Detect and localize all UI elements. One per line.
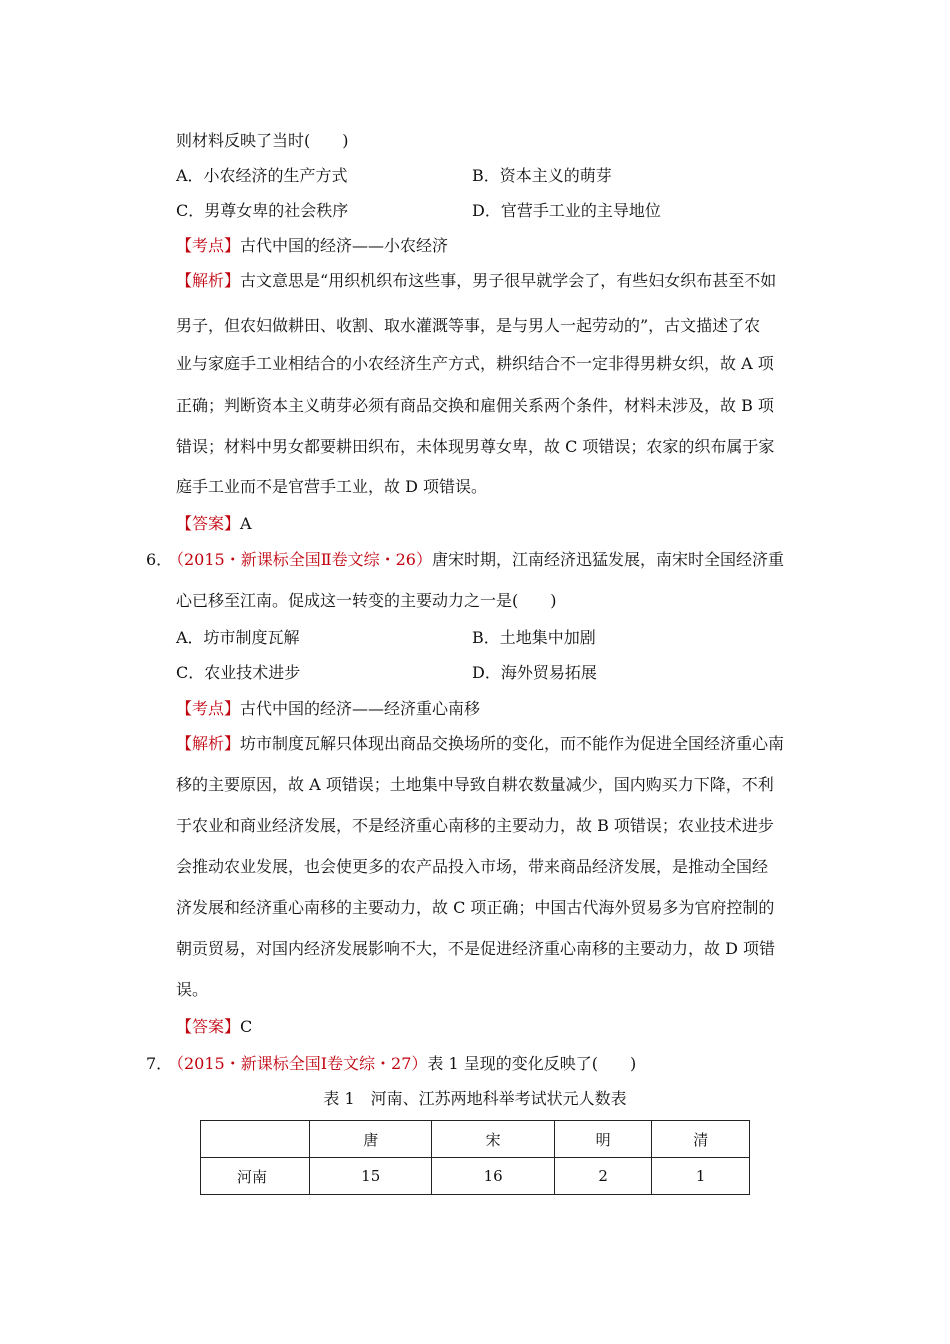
q5-jiexi-line-6: 庭手工业而不是官营手工业，故 D 项错误。 — [176, 477, 488, 496]
q5-jiexi-line-4: 正确；判断资本主义萌芽必须有商品交换和雇佣关系两个条件，材料未涉及，故 B 项 — [176, 396, 774, 415]
q5-jiexi-line-1 — [176, 271, 776, 291]
q6-stem-line-2: 心已移至江南。促成这一转变的主要动力之一是( ) — [176, 591, 557, 610]
q5-jiexi-text-1: 古文意思是“用织机织布这些事，男子很早就学会了，有些妇女织布甚至不如 — [240, 271, 777, 290]
q5-answer-value: A — [240, 514, 252, 533]
q6-jiexi-line-7: 误。 — [176, 980, 209, 999]
q6-jiexi-line-6: 朝贡贸易，对国内经济发展影响不大，不是促进经济重心南移的主要动力，故 D 项错 — [176, 939, 776, 958]
q5-option-a[interactable]: A．小农经济的生产方式 — [176, 166, 348, 185]
q6-jiexi-tag: 【解析】 — [176, 734, 241, 753]
q7-source: （2015・新课标全国Ⅰ卷文综・27） — [168, 1054, 428, 1073]
q6-answer-value: C — [240, 1017, 253, 1036]
q5-answer-tag: 【答案】 — [176, 514, 241, 533]
q5-answer — [176, 514, 252, 534]
q6-jiexi-line-3: 于农业和商业经济发展，不是经济重心南移的主要动力，故 B 项错误；农业技术进步 — [176, 816, 774, 835]
q5-option-c[interactable]: C．男尊女卑的社会秩序 — [176, 201, 349, 220]
table-row — [201, 1158, 750, 1195]
q5-jiexi-line-3: 业与家庭手工业相结合的小农经济生产方式，耕织结合不一定非得男耕女织，故 A 项 — [176, 354, 774, 373]
q6-jiexi-line-2: 移的主要原因，故 A 项错误；土地集中导致自耕农数量减少，国内购买力下降，不利 — [176, 775, 774, 794]
q6-kaodian-text: 古代中国的经济——经济重心南移 — [240, 699, 481, 718]
table-header-cell: 明 — [554, 1121, 652, 1158]
q6-answer — [176, 1017, 252, 1037]
q6-number: 6． — [146, 550, 173, 569]
table-header-row — [201, 1121, 750, 1158]
q6-jiexi-text-1: 坊市制度瓦解只体现出商品交换场所的变化，而不能作为促进全国经济重心南 — [240, 734, 785, 753]
table-header-cell: 宋 — [432, 1121, 554, 1158]
q5-jiexi-tag: 【解析】 — [176, 271, 241, 290]
q5-stem-tail: 则材料反映了当时( ) — [176, 131, 349, 150]
q5-kaodian-text: 古代中国的经济——小农经济 — [240, 236, 449, 255]
q6-source: （2015・新课标全国Ⅱ卷文综・26） — [168, 550, 432, 569]
q6-option-d[interactable]: D．海外贸易拓展 — [472, 663, 597, 682]
q7-number: 7． — [146, 1054, 173, 1073]
q6-kaodian-tag: 【考点】 — [176, 699, 241, 718]
table-cell: 1 — [652, 1158, 750, 1195]
table-header-cell — [201, 1121, 310, 1158]
q5-option-b[interactable]: B．资本主义的萌芽 — [472, 166, 612, 185]
q7-table-caption: 表 1 河南、江苏两地科举考试状元人数表 — [323, 1089, 627, 1108]
table-header-cell: 唐 — [310, 1121, 432, 1158]
table-cell: 2 — [554, 1158, 652, 1195]
table-header-cell: 清 — [652, 1121, 750, 1158]
q5-kaodian — [176, 236, 448, 256]
q6-option-c[interactable]: C．农业技术进步 — [176, 663, 301, 682]
q6-stem-text-1: 唐宋时期，江南经济迅猛发展，南宋时全国经济重 — [431, 550, 784, 569]
table-cell: 15 — [310, 1158, 432, 1195]
q6-option-a[interactable]: A．坊市制度瓦解 — [176, 628, 300, 647]
q7-table — [200, 1120, 750, 1195]
table-row-label: 河南 — [201, 1158, 310, 1195]
q7-stem-line — [168, 1054, 636, 1074]
q6-jiexi-line-1 — [176, 734, 784, 754]
q7-stem-text: 表 1 呈现的变化反映了( ) — [427, 1054, 637, 1073]
q6-jiexi-line-4: 会推动农业发展，也会使更多的农产品投入市场，带来商品经济发展，是推动全国经 — [176, 857, 769, 876]
q6-answer-tag: 【答案】 — [176, 1017, 241, 1036]
q5-jiexi-line-2: 男子，但农妇做耕田、收割、取水灌溉等事，是与男人一起劳动的”，古文描述了农 — [176, 316, 761, 335]
q6-kaodian — [176, 699, 480, 719]
q5-kaodian-tag: 【考点】 — [176, 236, 241, 255]
q6-jiexi-line-5: 济发展和经济重心南移的主要动力，故 C 项正确；中国古代海外贸易多为官府控制的 — [176, 898, 775, 917]
q5-option-d[interactable]: D．官营手工业的主导地位 — [472, 201, 661, 220]
q6-option-b[interactable]: B．土地集中加剧 — [472, 628, 596, 647]
q5-jiexi-line-5: 错误；材料中男女都要耕田织布，未体现男尊女卑，故 C 项错误；农家的织布属于家 — [176, 437, 775, 456]
table-cell: 16 — [432, 1158, 554, 1195]
q6-stem-line-1 — [168, 550, 784, 570]
